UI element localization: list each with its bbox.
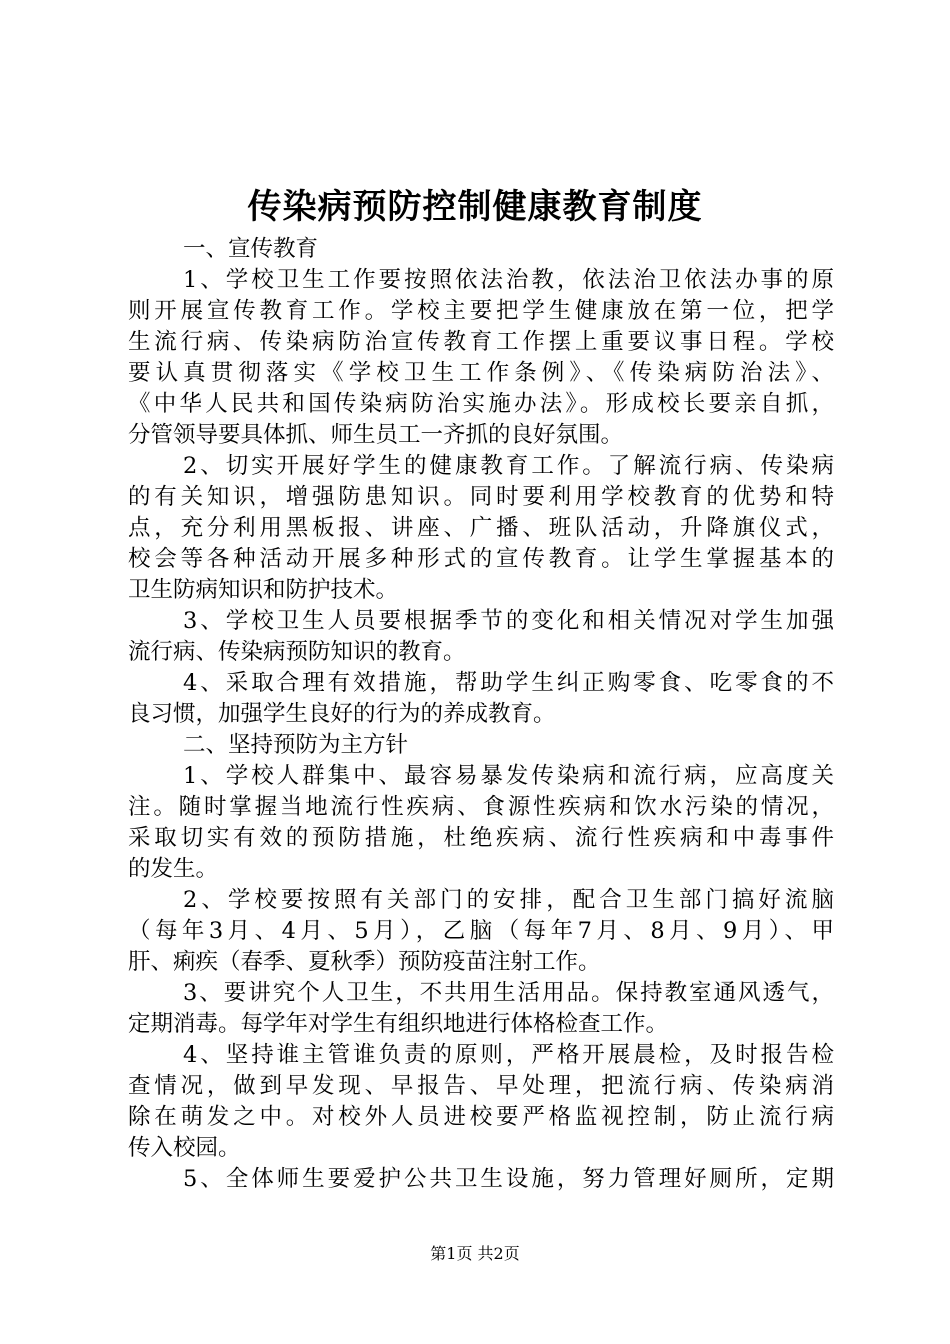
text-line: 1、学校人群集中、最容易暴发传染病和流行病，应高度关	[183, 763, 834, 789]
text-line: 良习惯，加强学生良好的行为的养成教育。	[128, 701, 556, 727]
text-line: 除在萌发之中。对校外人员进校要严格监视控制，防止流行病	[128, 1104, 834, 1130]
text-line: 5、全体师生要爱护公共卫生设施，努力管理好厕所，定期	[183, 1166, 834, 1192]
text-line: 二、坚持预防为主方针	[183, 732, 409, 758]
text-line: 校会等各种活动开展多种形式的宣传教育。让学生掌握基本的	[128, 546, 834, 572]
text-line: 查情况，做到早发现、早报告、早处理，把流行病、传染病消	[128, 1073, 834, 1099]
text-line: 卫生防病知识和防护技术。	[128, 577, 399, 603]
text-line: （每年3月、4月、5月），乙脑（每年7月、8月、9月）、甲	[128, 918, 834, 944]
text-line: 肝、痢疾（春季、夏秋季）预防疫苗注射工作。	[128, 949, 601, 975]
text-line: 1、学校卫生工作要按照依法治教，依法治卫依法办事的原	[183, 267, 834, 293]
text-line: 分管领导要具体抓、师生员工一齐抓的良好氛围。	[128, 422, 624, 448]
page-footer: 第1页 共2页	[430, 1244, 520, 1263]
text-line: 《中华人民共和国传染病防治实施办法》。形成校长要亲自抓，	[128, 391, 834, 417]
text-line: 4、采取合理有效措施，帮助学生纠正购零食、吃零食的不	[183, 670, 834, 696]
text-line: 则开展宣传教育工作。学校主要把学生健康放在第一位，把学	[128, 298, 834, 324]
text-line: 流行病、传染病预防知识的教育。	[128, 639, 466, 665]
document-body	[128, 234, 834, 1195]
text-line: 定期消毒。每学年对学生有组织地进行体格检查工作。	[128, 1011, 669, 1037]
text-line: 生流行病、传染病防治宣传教育工作摆上重要议事日程。学校	[128, 329, 834, 355]
text-line: 要认真贯彻落实《学校卫生工作条例》、《传染病防治法》、	[128, 360, 834, 386]
document-title: 传染病预防控制健康教育制度	[247, 187, 703, 227]
text-line: 一、宣传教育	[183, 236, 319, 262]
text-line: 的发生。	[128, 856, 219, 882]
text-line: 的有关知识，增强防患知识。同时要利用学校教育的优势和特	[128, 484, 834, 510]
text-line: 点，充分利用黑板报、讲座、广播、班队活动，升降旗仪式，	[128, 515, 834, 541]
text-line: 4、坚持谁主管谁负责的原则，严格开展晨检，及时报告检	[183, 1042, 834, 1068]
text-line: 3、要讲究个人卫生，不共用生活用品。保持教室通风透气，	[183, 980, 834, 1006]
text-line: 注。随时掌握当地流行性疾病、食源性疾病和饮水污染的情况，	[128, 794, 834, 820]
text-line: 2、切实开展好学生的健康教育工作。了解流行病、传染病	[183, 453, 834, 479]
text-line: 采取切实有效的预防措施，杜绝疾病、流行性疾病和中毒事件	[128, 825, 834, 851]
text-line: 3、学校卫生人员要根据季节的变化和相关情况对学生加强	[183, 608, 834, 634]
text-line: 传入校园。	[128, 1135, 241, 1161]
text-line: 2、学校要按照有关部门的安排，配合卫生部门搞好流脑	[183, 887, 834, 913]
